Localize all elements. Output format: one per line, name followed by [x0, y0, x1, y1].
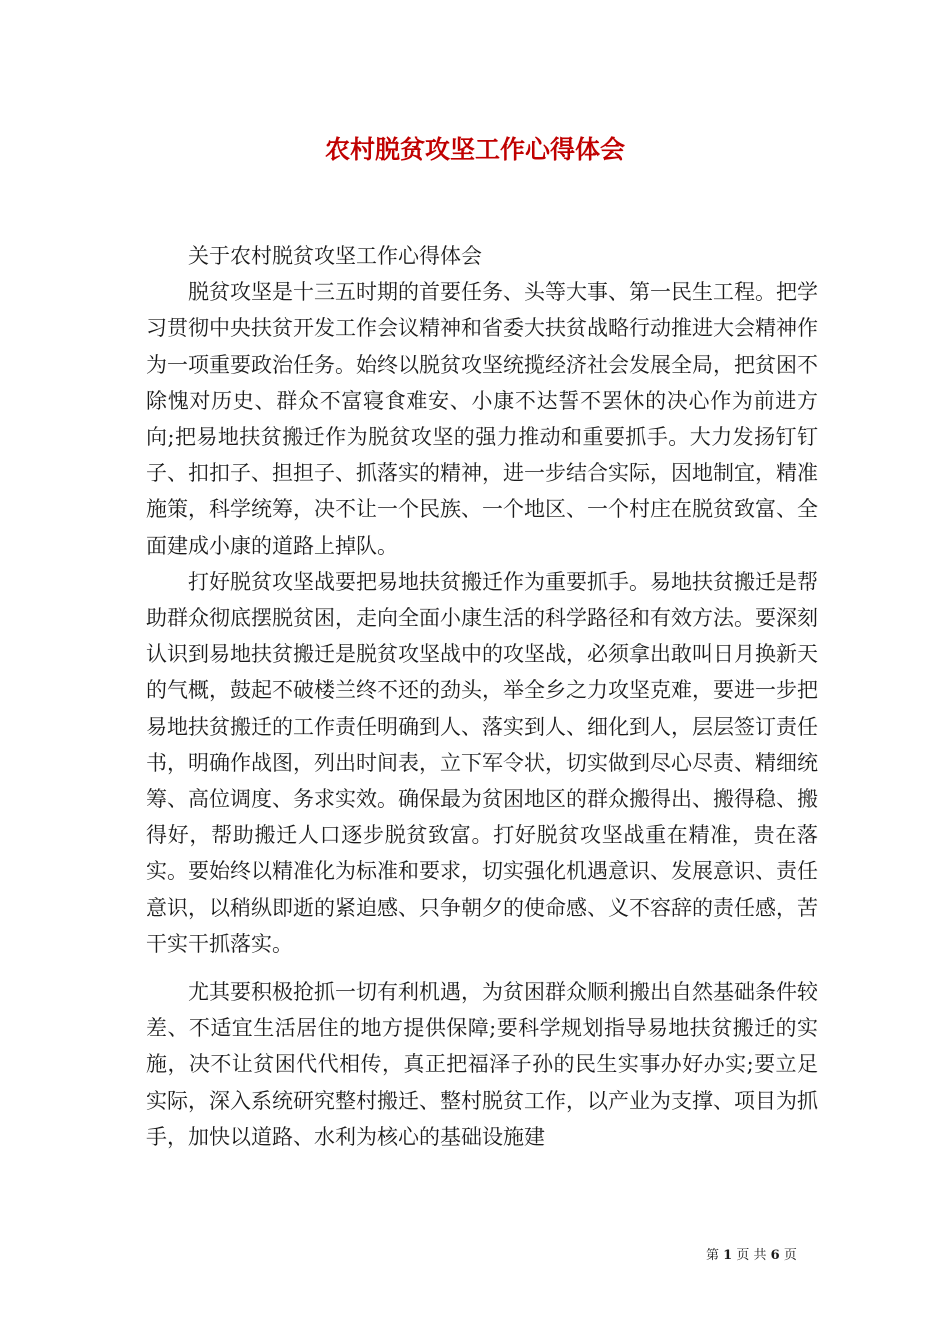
page-title: 农村脱贫攻坚工作心得体会 — [324, 135, 625, 164]
paragraph-2: 打好脱贫攻坚战要把易地扶贫搬迁作为重要抓手。易地扶贫搬迁是帮助群众彻底摆脱贫困，走向全面小康生活的科学路径和有效方法。要深刻认识到易地扶贫搬迁是脱贫攻坚战中的攻坚战，必须拿出敢叫日月换新天的气概，鼓起不破楼兰终不还的劲头，举全乡之力攻坚克难，要进一步把易地扶贫搬迁的工作责任明确到人、落实到人、细化到人，层层签订责任书，明确作战图，列出时间表，立下军令状，切实做到尽心尽责、精细统筹、高位调度、务求实效。确保最为贫困地区的群众搬得出、搬得稳、搬得好，帮助搬迁人口逐步脱贫致富。打好脱贫攻坚战重在精准，贵在落实。要始终以精准化为标准和要求，切实强化机遇意识、发展意识、责任意识，以稍纵即逝的紧迫感、只争朝夕的使命感、义不容辞的责任感，苦干实干抓落实。 — [146, 569, 818, 956]
document-body — [146, 238, 818, 1155]
footer-middle: 页 共 — [736, 1248, 767, 1263]
paragraph-1: 脱贫攻坚是十三五时期的首要任务、头等大事、第一民生工程。把学习贯彻中央扶贫开发工作会议精神和省委大扶贫战略行动推进大会精神作为一项重要政治任务。始终以脱贫攻坚统揽经济社会发展全局，把贫困不除愧对历史、群众不富寝食难安、小康不达誓不罢休的决心作为前进方向;把易地扶贫搬迁作为脱贫攻坚的强力推动和重要抓手。大力发扬钉钉子、扣扣子、担担子、抓落实的精神，进一步结合实际，因地制宜，精准施策，科学统筹，决不让一个民族、一个地区、一个村庄在脱贫致富、全面建成小康的道路上掉队。 — [146, 280, 818, 558]
footer-suffix: 页 — [783, 1248, 797, 1263]
paragraph-3: 尤其要积极抢抓一切有利机遇，为贫困群众顺利搬出自然基础条件较差、不适宜生活居住的地方提供保障;要科学规划指导易地扶贫搬迁的实施，决不让贫困代代相传，真正把福泽子孙的民生实事办好办实;要立足实际，深入系统研究整村搬迁、整村脱贫工作，以产业为支撑、项目为抓手，加快以道路、水利为核心的基础设施建 — [146, 980, 818, 1149]
footer-total-pages: 6 — [770, 1248, 780, 1263]
document-subtitle: 关于农村脱贫攻坚工作心得体会 — [188, 244, 482, 268]
footer-current-page: 1 — [723, 1248, 733, 1263]
page-footer — [706, 1247, 797, 1265]
footer-prefix: 第 — [706, 1248, 720, 1263]
